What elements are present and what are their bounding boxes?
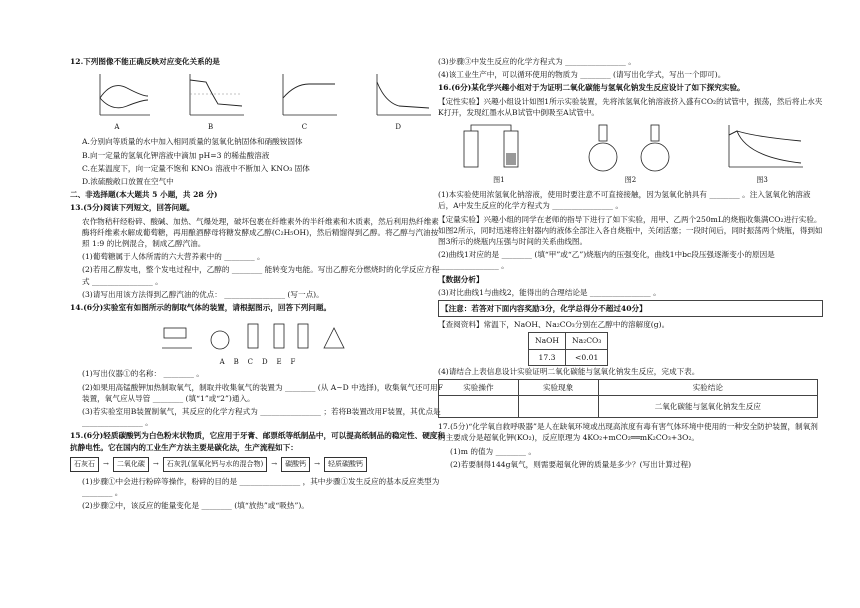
- q17-item-2: (2)若要制得144g氧气，则需要超氧化钾的质量是多少？(写出计算过程): [450, 459, 692, 469]
- left-column: [70, 56, 445, 514]
- table-header-phenomenon: 实验现象: [518, 380, 598, 396]
- figure-1-caption: 图1: [493, 176, 505, 185]
- device-a: A: [219, 358, 225, 367]
- device-c: C: [247, 358, 254, 367]
- experiment-table: [438, 379, 818, 418]
- bonus-note: 【注意：若答对下面内容奖励3分，化学总得分不超过40分】: [438, 300, 823, 317]
- solubility-table: [528, 332, 608, 365]
- right-column: [438, 56, 823, 472]
- device-d: D: [261, 358, 268, 367]
- q16-reference: 【查阅资料】常温下，NaOH、Na₂CO₃分别在乙醇中的溶解度(g)。: [438, 320, 670, 330]
- q15-stem: 15.(6分)轻质碳酸钙为白色粉末状物质，它应用于牙膏、邮票纸等纸制品中，可以提高纸制品的稳定性、硬度和抗静电性。它在国内的工业生产方法主要是碳化法，生产流程如下：: [70, 431, 445, 452]
- q17-stem: 17.(5分)“化学氧自救呼吸器”是人在缺氧环境或出现高浓度有毒有害气体环境中使用的一种安全防护装置，制氧剂的主要成分是超氧化钾(KO₂)，反应原理为 4KO₂+mCO₂══mK₂CO₃+3O₂。: [438, 422, 818, 443]
- q15-item-4: (4)该工业生产中，可以循环使用的物质为 ________ (请写出化学式，写出一个即可)。: [438, 70, 726, 80]
- q13-item-1: (1)葡萄糖属于人体所需的六大营养素中的 ________ 。: [82, 252, 265, 262]
- table-row: [439, 396, 818, 418]
- q15-item-3: (3)步骤③中发生反应的化学方程式为 ________________ 。: [438, 57, 636, 66]
- figure-3-caption: 图3: [756, 176, 768, 185]
- q14-item-3: (3)若实验室用B装置制氧气，其反应的化学方程式为 ________________ ；若将B装置改用F装置，其优点是 ________________ 。: [82, 407, 441, 428]
- q14-stem: 14.(6分)实验室有如图所示的制取气体的装置，请根据图示，回答下列问题。: [70, 303, 332, 313]
- q14-device-labels: [70, 357, 445, 368]
- q12-graphs: [70, 70, 445, 133]
- table-cell: 17.3: [529, 349, 566, 365]
- table-header-na2co3: Na₂CO₃: [566, 333, 608, 349]
- table-cell: <0.01: [566, 349, 608, 365]
- table-header-operation: 实验操作: [439, 380, 519, 396]
- q16-figures: [438, 121, 823, 186]
- flow-arrow-3: →: [271, 459, 278, 468]
- answer-cell-operation[interactable]: [439, 396, 519, 418]
- graph-d: [363, 70, 433, 133]
- flow-arrow-1: →: [103, 459, 109, 468]
- q12-option-c: C.在某温度下，向一定量不饱和 KNO₃ 溶液中不断加入 KNO₃ 固体: [82, 163, 310, 173]
- q16-quantitative: 【定量实验】兴趣小组的同学在老师的指导下进行了如下实验，用甲、乙两个250mL的烧瓶收集满CO₂进行实验。如图2所示，同时迅速将注射器内的液体全部注入各自烧瓶中，关闭活塞；一段时间后，同时振荡两个烧瓶，得到如图3所示的烧瓶内压强与时间的关系曲线图。: [438, 214, 823, 247]
- q16-item-2: (2)曲线1对应的是 ________ (填“甲”或“乙”)烧瓶内的压强变化，曲线1中bc段压强逐渐变小的原因是 ________________ 。: [438, 250, 775, 271]
- q15-flowchart: [70, 457, 445, 472]
- q14-item-2: (2)如果用高锰酸钾加热制取氧气，制取并收集氧气的装置为 ________ (从 A~D 中选择)，收集氧气还可用F装置，氧气应从导管 ________ (填“1”或“2”)通入。: [82, 382, 443, 403]
- q16-item-4: (4)请结合上表信息设计实验证明二氧化碳能与氢氧化钠发生反应，完成下表。: [438, 366, 700, 376]
- figure-2: [575, 121, 685, 186]
- graph-b: [176, 70, 246, 133]
- q14-apparatus: [70, 316, 445, 354]
- q16-item-1: (1)本实验使用浓氢氧化钠溶液，使用时要注意不可直接接触，因为氢氧化钠具有 ________ 。注入氢氧化钠溶液后，A中发生反应的化学方程式为 ________________ 。: [438, 190, 811, 211]
- table-row: [529, 333, 608, 349]
- q16-item-3: (3)对比曲线1与曲线2，能得出的合理结论是 ________________ 。: [438, 287, 661, 297]
- graph-b-label: B: [208, 123, 214, 132]
- table-cell-conclusion: 二氧化碳能与氢氧化钠发生反应: [598, 396, 817, 418]
- apparatus-drawing: [158, 316, 358, 354]
- q14-item-1: (1)写出仪器①的名称： ________ 。: [82, 369, 204, 379]
- q12-option-b: B.向一定量的氢氧化钾溶液中滴加 pH=3 的稀盐酸溶液: [82, 150, 270, 160]
- figure-3: [717, 121, 807, 186]
- table-row: [529, 349, 608, 365]
- q15-item-1: (1)步骤①中会进行粉碎等操作，粉碎的目的是 ________________ ，其中步骤①发生反应的基本反应类型为 ________ 。: [82, 477, 440, 498]
- device-e: E: [276, 358, 282, 367]
- flow-co2: 二氧化碳: [113, 457, 149, 472]
- flow-limestone: 石灰石: [70, 457, 99, 472]
- device-f: F: [290, 358, 296, 367]
- q13-item-2: (2)若用乙醇发电，整个发电过程中，乙醇的 ________ 能转变为电能。写出乙醇充分燃烧时的化学反应方程式 ________________ 。: [82, 265, 440, 286]
- flow-caco3: 碳酸钙: [281, 457, 310, 472]
- q16-data-analysis: 【数据分析】: [438, 274, 484, 284]
- graph-a-label: A: [114, 123, 120, 132]
- graph-c: [269, 70, 339, 133]
- table-header-naoh: NaOH: [529, 333, 566, 349]
- device-b: B: [233, 358, 239, 367]
- answer-cell-phenomenon[interactable]: [518, 396, 598, 418]
- flow-arrow-4: →: [314, 459, 320, 468]
- q15-item-2: (2)步骤②中，该反应的能量变化是 ________ (填“放热”或“吸热”)。: [82, 501, 309, 511]
- q16-stem: 16.(6分)某化学兴趣小组对于为证明二氧化碳能与氢氧化钠发生反应设计了如下探究实验。: [438, 83, 745, 93]
- flow-lime-milk: 石灰乳(氢氧化钙与水的混合物): [163, 457, 267, 472]
- flow-light-caco3: 轻质碳酸钙: [324, 457, 367, 472]
- figure-2-caption: 图2: [624, 176, 637, 185]
- graph-a: [82, 70, 152, 133]
- q12-option-d: D.浓硫酸敞口放置在空气中: [82, 177, 174, 187]
- q16-qualitative: 【定性实验】兴趣小组设计如图1所示实验装置，先将浓氢氧化钠溶液挤入盛有CO₂的试管中，振荡，然后将止水夹K打开，发现红墨水从B试管中倒吸至A试管中。: [438, 96, 823, 117]
- q17-item-1: (1)m 的值为 ________ 。: [450, 446, 536, 456]
- graph-c-label: C: [301, 123, 308, 132]
- flow-arrow-2: →: [152, 459, 159, 468]
- figure-1: [454, 121, 544, 186]
- q13-item-3: (3)请写出用该方法得到乙醇汽油的优点： ________________ (写一点)。: [82, 289, 324, 299]
- table-header-conclusion: 实验结论: [598, 380, 817, 396]
- q12-option-a: A.分别向等质量的水中加入相同质量的氢氧化钠固体和硝酸铵固体: [82, 137, 303, 147]
- graph-d-label: D: [395, 123, 401, 132]
- q13-passage: 农作物秸秆经粉碎、酸碱、加热、气爆处理，破坏包裹在纤维素外的半纤维素和木质素，然后利用热纤维素酶将纤维素水解成葡萄糖，再用酿酒酵母将糖发酵成乙醇(C₂H₅OH)，然后精馏得到乙醇。将乙醇与汽油按照 1:9 的比例混合，制成乙醇汽油。: [82, 216, 439, 249]
- q12-stem: 12.下列图像不能正确反映对应变化关系的是: [70, 57, 220, 66]
- table-row: [439, 380, 818, 396]
- section-title: 二、非选择题(本大题共 5 小题，共 28 分): [70, 190, 218, 200]
- q13-stem: 13.(5分)阅读下列短文，回答问题。: [70, 203, 195, 213]
